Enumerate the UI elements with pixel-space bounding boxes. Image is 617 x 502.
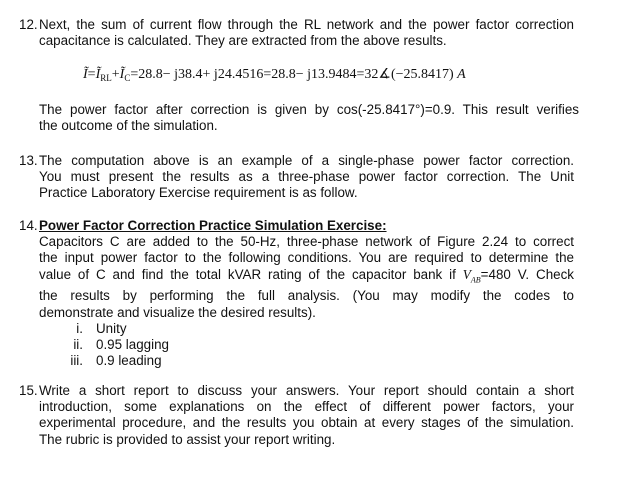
- list-item-text: Unity: [96, 320, 127, 336]
- item-number: 12.: [19, 17, 38, 32]
- text-line: The power factor after correction is given by cos(-25.8417°)=0.9. This result verifies: [39, 102, 579, 117]
- list-marker: i.: [76, 320, 83, 336]
- eq-c-subscript: C: [124, 73, 131, 83]
- list-item: [59, 353, 574, 369]
- list-item-text: 0.95 lagging: [96, 337, 169, 353]
- text-line: the input power factor to the following conditions. You are required to determine the: [39, 250, 574, 266]
- item-number: 14.: [19, 218, 38, 233]
- voltage-subscript: AB: [470, 275, 481, 285]
- text-fragment: =480 V. Check: [480, 266, 574, 282]
- eq-unit: A: [457, 67, 466, 82]
- text-line: [39, 267, 574, 289]
- text-line: demonstrate and visualize the desired results).: [39, 304, 316, 320]
- list-marker: ii.: [73, 337, 83, 353]
- item-12: [19, 17, 574, 49]
- text-line: Next, the sum of current flow through the RL network and the power factor correction: [39, 17, 574, 32]
- text-line: introduction, some explanations on the effect of different power factors, your: [39, 399, 574, 415]
- text-line: the outcome of the simulation.: [39, 118, 218, 134]
- eq-sign: =: [87, 67, 96, 82]
- eq-plus: +: [111, 67, 120, 82]
- text-line: You must present the results as a three-phase power factor correction. The Unit: [39, 169, 574, 185]
- text-line: experimental procedure, and the results you obtain at every stages of the simulation.: [39, 415, 574, 431]
- text-line: Capacitors C are added to the 50-Hz, three-phase network of Figure 2.24 to correct: [39, 234, 574, 250]
- text-fragment: value of C and find the total kVAR rating of the capacitor bank if: [39, 266, 456, 282]
- item-12-result: [39, 102, 579, 134]
- exercise-title: Power Factor Correction Practice Simulation Exercise:: [39, 218, 387, 233]
- eq-total-current: Ĩ: [83, 67, 88, 82]
- voltage-symbol: [462, 266, 481, 285]
- voltage-letter: V: [462, 266, 471, 282]
- current-equation: [83, 66, 466, 83]
- list-item-text: 0.9 leading: [96, 353, 162, 369]
- item-14: [19, 218, 574, 370]
- eq-expansion: =28.8− j38.4+ j24.4516=28.8− j13.9484=32∡(−25.8417): [130, 67, 454, 82]
- text-line: Write a short report to discuss your answers. Your report should contain a short: [39, 383, 574, 398]
- eq-rl-current: Ĩ: [95, 67, 101, 82]
- text-line: the results by performing the full analysis. (You may modify the codes to: [39, 288, 574, 304]
- item-15: [19, 383, 574, 448]
- text-line: capacitance is calculated. They are extracted from the above results.: [39, 33, 447, 49]
- item-13-text: [39, 153, 574, 202]
- list-item: [59, 337, 574, 353]
- item-12-text: [39, 17, 574, 49]
- item-15-text: [39, 383, 574, 448]
- eq-c-current: Ĩ: [119, 67, 125, 82]
- item-13: [19, 153, 574, 202]
- eq-rl-subscript: RL: [100, 73, 112, 83]
- item-number: 13.: [19, 153, 38, 168]
- item-number: 15.: [19, 383, 38, 398]
- text-line: Practice Laboratory Exercise requirement is as follow.: [39, 185, 358, 201]
- list-marker: iii.: [70, 353, 83, 369]
- list-item: [59, 321, 574, 337]
- text-line: The rubric is provided to assist your report writing.: [39, 431, 336, 447]
- condition-list: [59, 321, 574, 370]
- item-14-text: [39, 218, 574, 321]
- text-line: The computation above is an example of a single-phase power factor correction.: [39, 153, 574, 168]
